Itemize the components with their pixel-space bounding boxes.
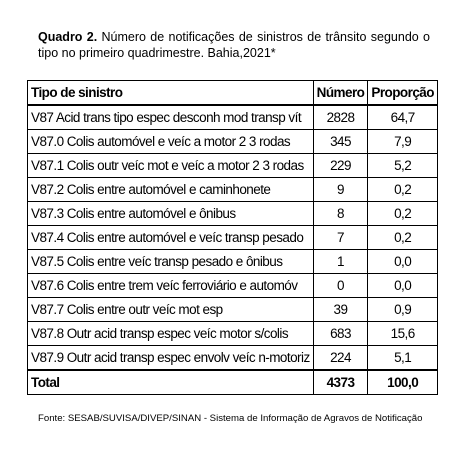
cell-type: V87.5 Colis entre veíc transp pesado e ônibus [28, 250, 314, 274]
table-row [28, 274, 438, 298]
total-label: Total [28, 370, 314, 395]
cell-number: 229 [313, 154, 368, 178]
cell-number: 39 [313, 298, 368, 322]
cell-number: 683 [313, 322, 368, 346]
cell-type: V87.8 Outr acid transp espec veíc motor s/colis [28, 322, 314, 346]
cell-proportion: 15,6 [368, 322, 438, 346]
table-header-row [28, 81, 438, 106]
cell-type: V87 Acid trans tipo espec desconh mod transp vít [28, 105, 314, 130]
table-row [28, 298, 438, 322]
cell-proportion: 7,9 [368, 130, 438, 154]
caption-label: Quadro 2. [38, 30, 98, 44]
cell-type: V87.0 Colis automóvel e veíc a motor 2 3 rodas [28, 130, 314, 154]
cell-number: 9 [313, 178, 368, 202]
table-row [28, 226, 438, 250]
cell-number: 345 [313, 130, 368, 154]
table-total-row [28, 370, 438, 395]
cell-type: V87.6 Colis entre trem veíc ferroviário e automóv [28, 274, 314, 298]
source-note: Fonte: SESAB/SUVISA/DIVEP/SINAN - Sistema de Informação de Agravos de Notificação [38, 413, 423, 424]
cell-proportion: 0,2 [368, 202, 438, 226]
cell-type: V87.2 Colis entre automóvel e caminhonete [28, 178, 314, 202]
cell-type: V87.3 Colis entre automóvel e ônibus [28, 202, 314, 226]
cell-proportion: 5,1 [368, 346, 438, 371]
cell-number: 7 [313, 226, 368, 250]
table-row [28, 250, 438, 274]
table-row [28, 130, 438, 154]
cell-number: 0 [313, 274, 368, 298]
cell-proportion: 0,2 [368, 178, 438, 202]
cell-type: V87.4 Colis entre automóvel e veíc transp pesado [28, 226, 314, 250]
header-proportion: Proporção [368, 81, 438, 106]
cell-proportion: 0,9 [368, 298, 438, 322]
caption-text: Número de notificações de sinistros de trânsito segundo o tipo no primeiro quadrimestre. Bahia,2021* [38, 30, 431, 60]
header-number: Número [313, 81, 368, 106]
table-row [28, 322, 438, 346]
cell-number: 1 [313, 250, 368, 274]
total-proportion: 100,0 [368, 370, 438, 395]
accident-table [27, 80, 438, 395]
cell-type: V87.7 Colis entre outr veíc mot esp [28, 298, 314, 322]
table-row [28, 202, 438, 226]
table-row [28, 178, 438, 202]
cell-number: 224 [313, 346, 368, 371]
cell-number: 8 [313, 202, 368, 226]
table-row [28, 154, 438, 178]
header-type: Tipo de sinistro [28, 81, 314, 106]
cell-type: V87.9 Outr acid transp espec envolv veíc n-motoriz [28, 346, 314, 371]
cell-number: 2828 [313, 105, 368, 130]
cell-proportion: 0,0 [368, 274, 438, 298]
table-row [28, 346, 438, 371]
cell-proportion: 0,0 [368, 250, 438, 274]
cell-proportion: 0,2 [368, 226, 438, 250]
total-number: 4373 [313, 370, 368, 395]
cell-proportion: 64,7 [368, 105, 438, 130]
table-row [28, 105, 438, 130]
cell-proportion: 5,2 [368, 154, 438, 178]
cell-type: V87.1 Colis outr veíc mot e veíc a motor 2 3 rodas [28, 154, 314, 178]
table-caption [38, 29, 430, 61]
